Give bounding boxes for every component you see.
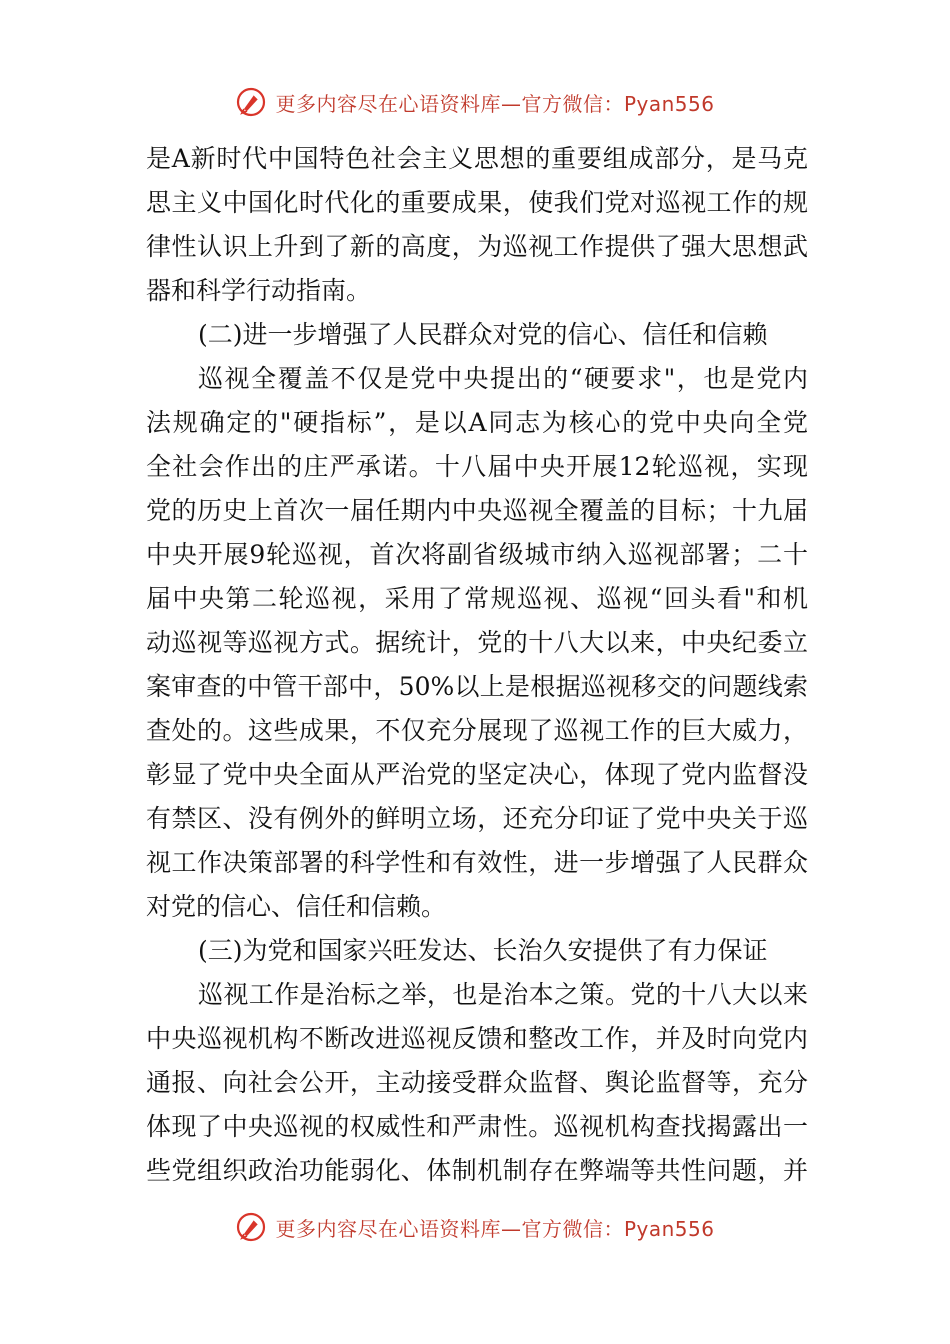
body-line: 全社会作出的庄严承诺。十八届中央开展12轮巡视，实现 <box>146 452 808 481</box>
pen-nib-logo-icon <box>235 86 267 118</box>
body-line: 对党的信心、信任和信赖。 <box>146 892 447 921</box>
body-line: 思主义中国化时代化的重要成果，使我们党对巡视工作的规 <box>146 188 808 217</box>
body-line: 体现了中央巡视的权威性和严肃性。巡视机构查找揭露出一 <box>146 1112 808 1141</box>
section-heading: (二)进一步增强了人民群众对党的信心、信任和信赖 <box>198 320 768 349</box>
footer-banner <box>0 1207 950 1247</box>
pen-nib-logo-icon <box>235 1211 267 1243</box>
body-line: 些党组织政治功能弱化、体制机制存在弊端等共性问题，并 <box>146 1156 808 1185</box>
body-line: 法规确定的"硬指标”，是以A同志为核心的党中央向全党 <box>146 408 808 437</box>
body-line: 器和科学行动指南。 <box>146 276 372 305</box>
body-line: 有禁区、没有例外的鲜明立场，还充分印证了党中央关于巡 <box>146 804 808 833</box>
body-line: 动巡视等巡视方式。据统计，党的十八大以来，中央纪委立 <box>146 628 808 657</box>
body-line: 巡视全覆盖不仅是党中央提出的“硬要求"，也是党内 <box>198 364 808 393</box>
body-line: 届中央第二轮巡视，采用了常规巡视、巡视“回头看"和机 <box>146 584 808 613</box>
body-line: 中央开展9轮巡视，首次将副省级城市纳入巡视部署；二十 <box>146 540 808 569</box>
document-body <box>146 137 808 1193</box>
body-line: 彰显了党中央全面从严治党的坚定决心，体现了党内监督没 <box>146 760 808 789</box>
header-banner <box>0 82 950 122</box>
body-line: 巡视工作是治标之举，也是治本之策。党的十八大以来 <box>198 980 808 1009</box>
section-heading: (三)为党和国家兴旺发达、长治久安提供了有力保证 <box>198 936 768 965</box>
footer-banner-text: 更多内容尽在心语资料库—官方微信：Pyan556 <box>275 1216 715 1241</box>
body-line: 通报、向社会公开，主动接受群众监督、舆论监督等，充分 <box>146 1068 808 1097</box>
body-line: 律性认识上升到了新的高度，为巡视工作提供了强大思想武 <box>146 232 808 261</box>
body-line: 中央巡视机构不断改进巡视反馈和整改工作，并及时向党内 <box>146 1024 808 1053</box>
header-banner-text: 更多内容尽在心语资料库—官方微信：Pyan556 <box>275 91 715 116</box>
body-line: 视工作决策部署的科学性和有效性，进一步增强了人民群众 <box>146 848 808 877</box>
body-line: 案审查的中管干部中，50%以上是根据巡视移交的问题线索 <box>146 672 808 701</box>
body-line: 查处的。这些成果，不仅充分展现了巡视工作的巨大威力， <box>146 716 808 745</box>
body-line: 党的历史上首次一届任期内中央巡视全覆盖的目标；十九届 <box>146 496 808 525</box>
body-line: 是A新时代中国特色社会主义思想的重要组成部分，是马克 <box>146 144 808 173</box>
